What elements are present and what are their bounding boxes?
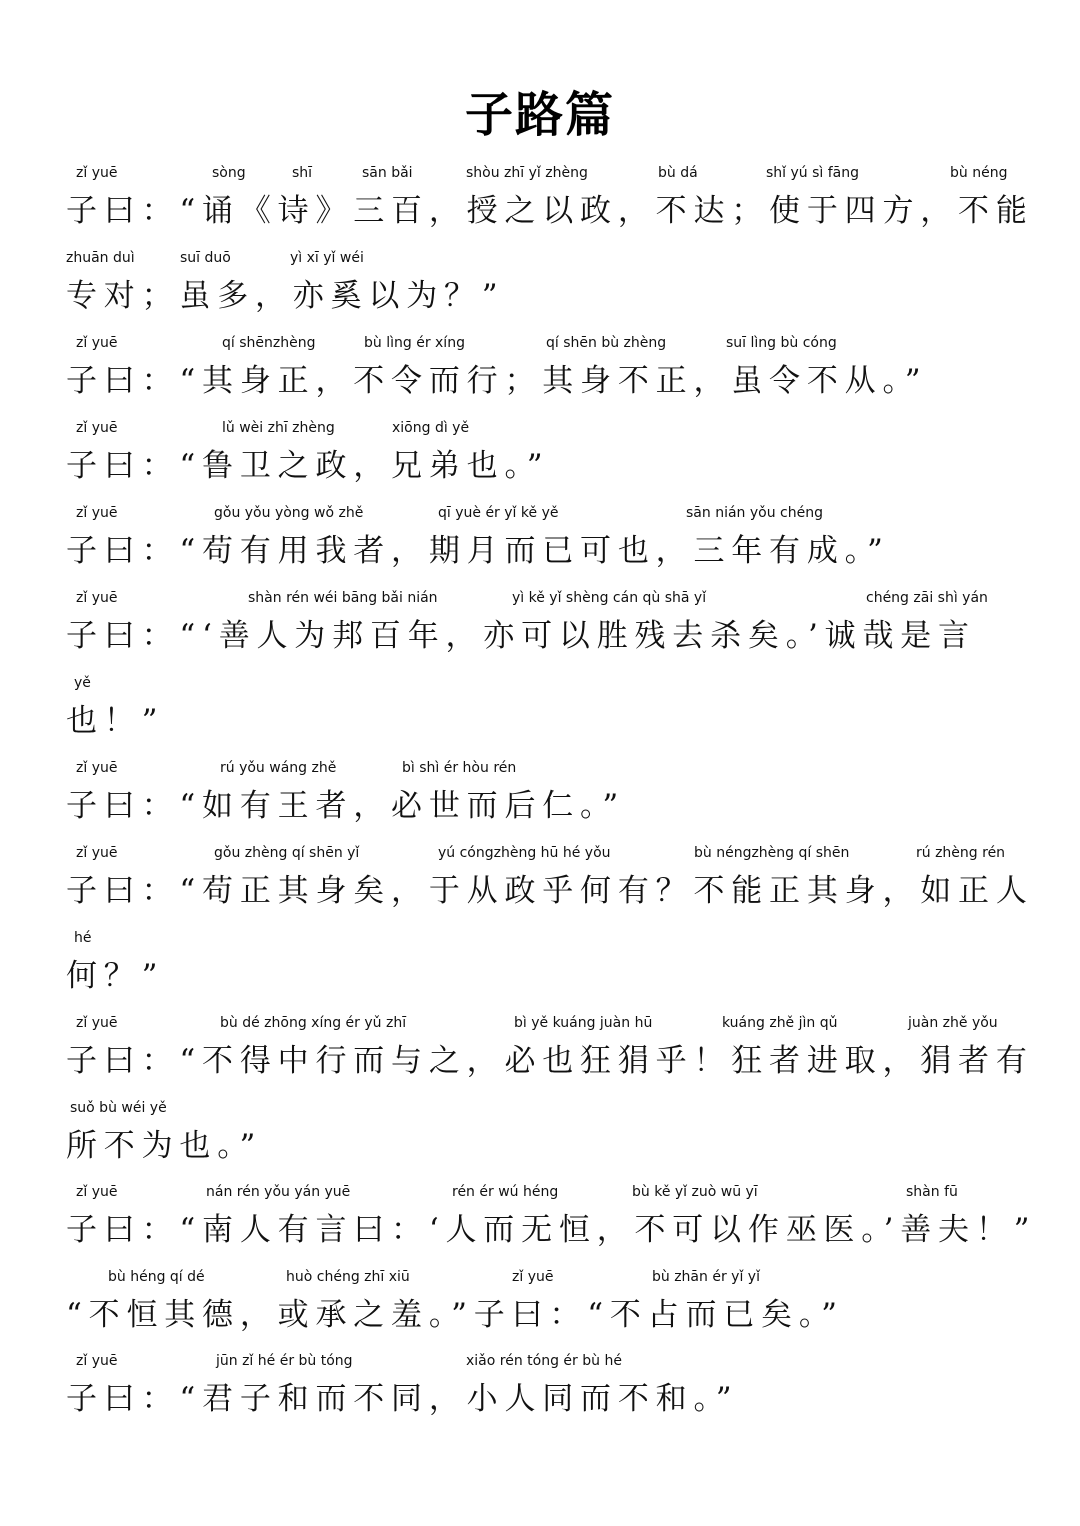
text-line bbox=[66, 335, 1040, 415]
text-line bbox=[66, 760, 1040, 840]
pinyin-annotation: shī bbox=[292, 165, 313, 181]
pinyin-annotation: zǐ yuē bbox=[76, 335, 118, 351]
pinyin-annotation: suī duō bbox=[180, 250, 231, 266]
pinyin-annotation: zǐ yuē bbox=[76, 760, 118, 776]
pinyin-annotation: suī lìng bù cóng bbox=[726, 335, 837, 351]
hanzi-text: 所不为也。” bbox=[66, 1128, 263, 1164]
pinyin-annotation: sòng bbox=[212, 165, 246, 181]
pinyin-row bbox=[66, 1015, 1040, 1035]
pinyin-annotation: lǔ wèi zhī zhèng bbox=[222, 420, 335, 436]
pinyin-annotation: xiōng dì yě bbox=[392, 420, 470, 436]
text-line bbox=[66, 165, 1040, 245]
hanzi-text: 子曰：“如有王者，必世而后仁。” bbox=[66, 788, 625, 824]
pinyin-annotation: gǒu yǒu yòng wǒ zhě bbox=[214, 505, 364, 521]
text-line bbox=[66, 1269, 1040, 1349]
pinyin-annotation: zǐ yuē bbox=[76, 590, 118, 606]
pinyin-annotation: hé bbox=[74, 930, 92, 946]
hanzi-text: 子曰：“诵《诗》三百，授之以政，不达；使于四方，不能 bbox=[66, 193, 1034, 229]
pinyin-annotation: huò chéng zhī xiū bbox=[286, 1269, 410, 1285]
pinyin-annotation: zǐ yuē bbox=[76, 1184, 118, 1200]
pinyin-row bbox=[66, 420, 1040, 440]
hanzi-text: 专对；虽多，亦奚以为？” bbox=[66, 278, 505, 314]
pinyin-annotation: shòu zhī yǐ zhèng bbox=[466, 165, 588, 181]
text-line bbox=[66, 505, 1040, 585]
pinyin-row bbox=[66, 845, 1040, 865]
pinyin-annotation: bù kě yǐ zuò wū yī bbox=[632, 1184, 758, 1200]
pinyin-annotation: sān bǎi bbox=[362, 165, 413, 181]
hanzi-text: 子曰：“苟有用我者，期月而已可也，三年有成。” bbox=[66, 533, 890, 569]
hanzi-text: 子曰：“‘善人为邦百年，亦可以胜残去杀矣。’诚哉是言 bbox=[66, 618, 976, 654]
pinyin-row bbox=[66, 165, 1040, 185]
pinyin-row bbox=[66, 1184, 1040, 1204]
text-line bbox=[66, 1100, 1040, 1180]
text-line bbox=[66, 1184, 1040, 1264]
pinyin-annotation: bù néngzhèng qí shēn bbox=[694, 845, 850, 861]
hanzi-text: “不恒其德，或承之羞。”子曰：“不占而已矣。” bbox=[66, 1297, 844, 1333]
pinyin-annotation: zhuān duì bbox=[66, 250, 135, 266]
pinyin-row bbox=[66, 505, 1040, 525]
pinyin-annotation: bù héng qí dé bbox=[108, 1269, 205, 1285]
pinyin-row bbox=[66, 1100, 1040, 1120]
hanzi-text: 何？” bbox=[66, 958, 165, 994]
pinyin-annotation: bì shì ér hòu rén bbox=[402, 760, 517, 776]
pinyin-annotation: yì xī yǐ wéi bbox=[290, 250, 364, 266]
text-line bbox=[66, 420, 1040, 500]
hanzi-text: 子曰：“其身正，不令而行；其身不正，虽令不从。” bbox=[66, 363, 928, 399]
pinyin-annotation: bù dá bbox=[658, 165, 698, 181]
pinyin-annotation: bù lìng ér xíng bbox=[364, 335, 465, 351]
pinyin-annotation: kuáng zhě jìn qǔ bbox=[722, 1015, 838, 1031]
text-line bbox=[66, 250, 1040, 330]
text-line bbox=[66, 1353, 1040, 1433]
pinyin-annotation: bì yě kuáng juàn hū bbox=[514, 1015, 653, 1031]
pinyin-annotation: yě bbox=[74, 675, 91, 691]
pinyin-annotation: zǐ yuē bbox=[512, 1269, 554, 1285]
text-line bbox=[66, 845, 1040, 925]
pinyin-annotation: zǐ yuē bbox=[76, 165, 118, 181]
pinyin-annotation: qí shēnzhèng bbox=[222, 335, 316, 351]
text-line bbox=[66, 1015, 1040, 1095]
hanzi-text: 也！” bbox=[66, 703, 165, 739]
pinyin-annotation: zǐ yuē bbox=[76, 845, 118, 861]
pinyin-row bbox=[66, 590, 1040, 610]
pinyin-annotation: xiǎo rén tóng ér bù hé bbox=[466, 1353, 622, 1369]
pinyin-annotation: chéng zāi shì yán bbox=[866, 590, 988, 606]
pinyin-annotation: qī yuè ér yǐ kě yě bbox=[438, 505, 559, 521]
pinyin-annotation: zǐ yuē bbox=[76, 1353, 118, 1369]
pinyin-row bbox=[66, 1269, 1040, 1289]
pinyin-row bbox=[66, 1353, 1040, 1373]
pinyin-annotation: rú zhèng rén bbox=[916, 845, 1006, 861]
hanzi-text: 子曰：“君子和而不同，小人同而不和。” bbox=[66, 1381, 739, 1417]
pinyin-annotation: yú cóngzhèng hū hé yǒu bbox=[438, 845, 611, 861]
pinyin-annotation: bù néng bbox=[950, 165, 1008, 181]
hanzi-text: 子曰：“南人有言曰：‘人而无恒，不可以作巫医。’善夫！” bbox=[66, 1212, 1037, 1248]
pinyin-annotation: qí shēn bù zhèng bbox=[546, 335, 667, 351]
pinyin-annotation: gǒu zhèng qí shēn yǐ bbox=[214, 845, 360, 861]
pinyin-annotation: bù dé zhōng xíng ér yǔ zhī bbox=[220, 1015, 407, 1031]
pinyin-annotation: zǐ yuē bbox=[76, 420, 118, 436]
pinyin-annotation: bù zhān ér yǐ yǐ bbox=[652, 1269, 760, 1285]
pinyin-annotation: zǐ yuē bbox=[76, 505, 118, 521]
text-line bbox=[66, 930, 1040, 1010]
text-line bbox=[66, 590, 1040, 670]
pinyin-annotation: rén ér wú héng bbox=[452, 1184, 559, 1200]
pinyin-annotation: nán rén yǒu yán yuē bbox=[206, 1184, 351, 1200]
pinyin-row bbox=[66, 250, 1040, 270]
pinyin-annotation: juàn zhě yǒu bbox=[908, 1015, 998, 1031]
pinyin-annotation: sān nián yǒu chéng bbox=[686, 505, 823, 521]
pinyin-annotation: shǐ yú sì fāng bbox=[766, 165, 860, 181]
pinyin-row bbox=[66, 930, 1040, 950]
pinyin-annotation: shàn fū bbox=[906, 1184, 958, 1200]
hanzi-text: 子曰：“不得中行而与之，必也狂狷乎！狂者进取，狷者有 bbox=[66, 1043, 1034, 1079]
pinyin-annotation: yì kě yǐ shèng cán qù shā yǐ bbox=[512, 590, 707, 606]
pinyin-row bbox=[66, 760, 1040, 780]
pinyin-annotation: suǒ bù wéi yě bbox=[70, 1100, 167, 1116]
pinyin-annotation: zǐ yuē bbox=[76, 1015, 118, 1031]
pinyin-annotation: jūn zǐ hé ér bù tóng bbox=[216, 1353, 353, 1369]
hanzi-text: 子曰：“鲁卫之政，兄弟也。” bbox=[66, 448, 550, 484]
hanzi-text: 子曰：“苟正其身矣，于从政乎何有？不能正其身，如正人 bbox=[66, 873, 1034, 909]
pinyin-row bbox=[66, 675, 1040, 695]
pinyin-row bbox=[66, 335, 1040, 355]
pinyin-annotation: rú yǒu wáng zhě bbox=[220, 760, 337, 776]
page-title: 子路篇 bbox=[464, 87, 615, 143]
text-line bbox=[66, 675, 1040, 755]
pinyin-annotation: shàn rén wéi bāng bǎi nián bbox=[248, 590, 438, 606]
